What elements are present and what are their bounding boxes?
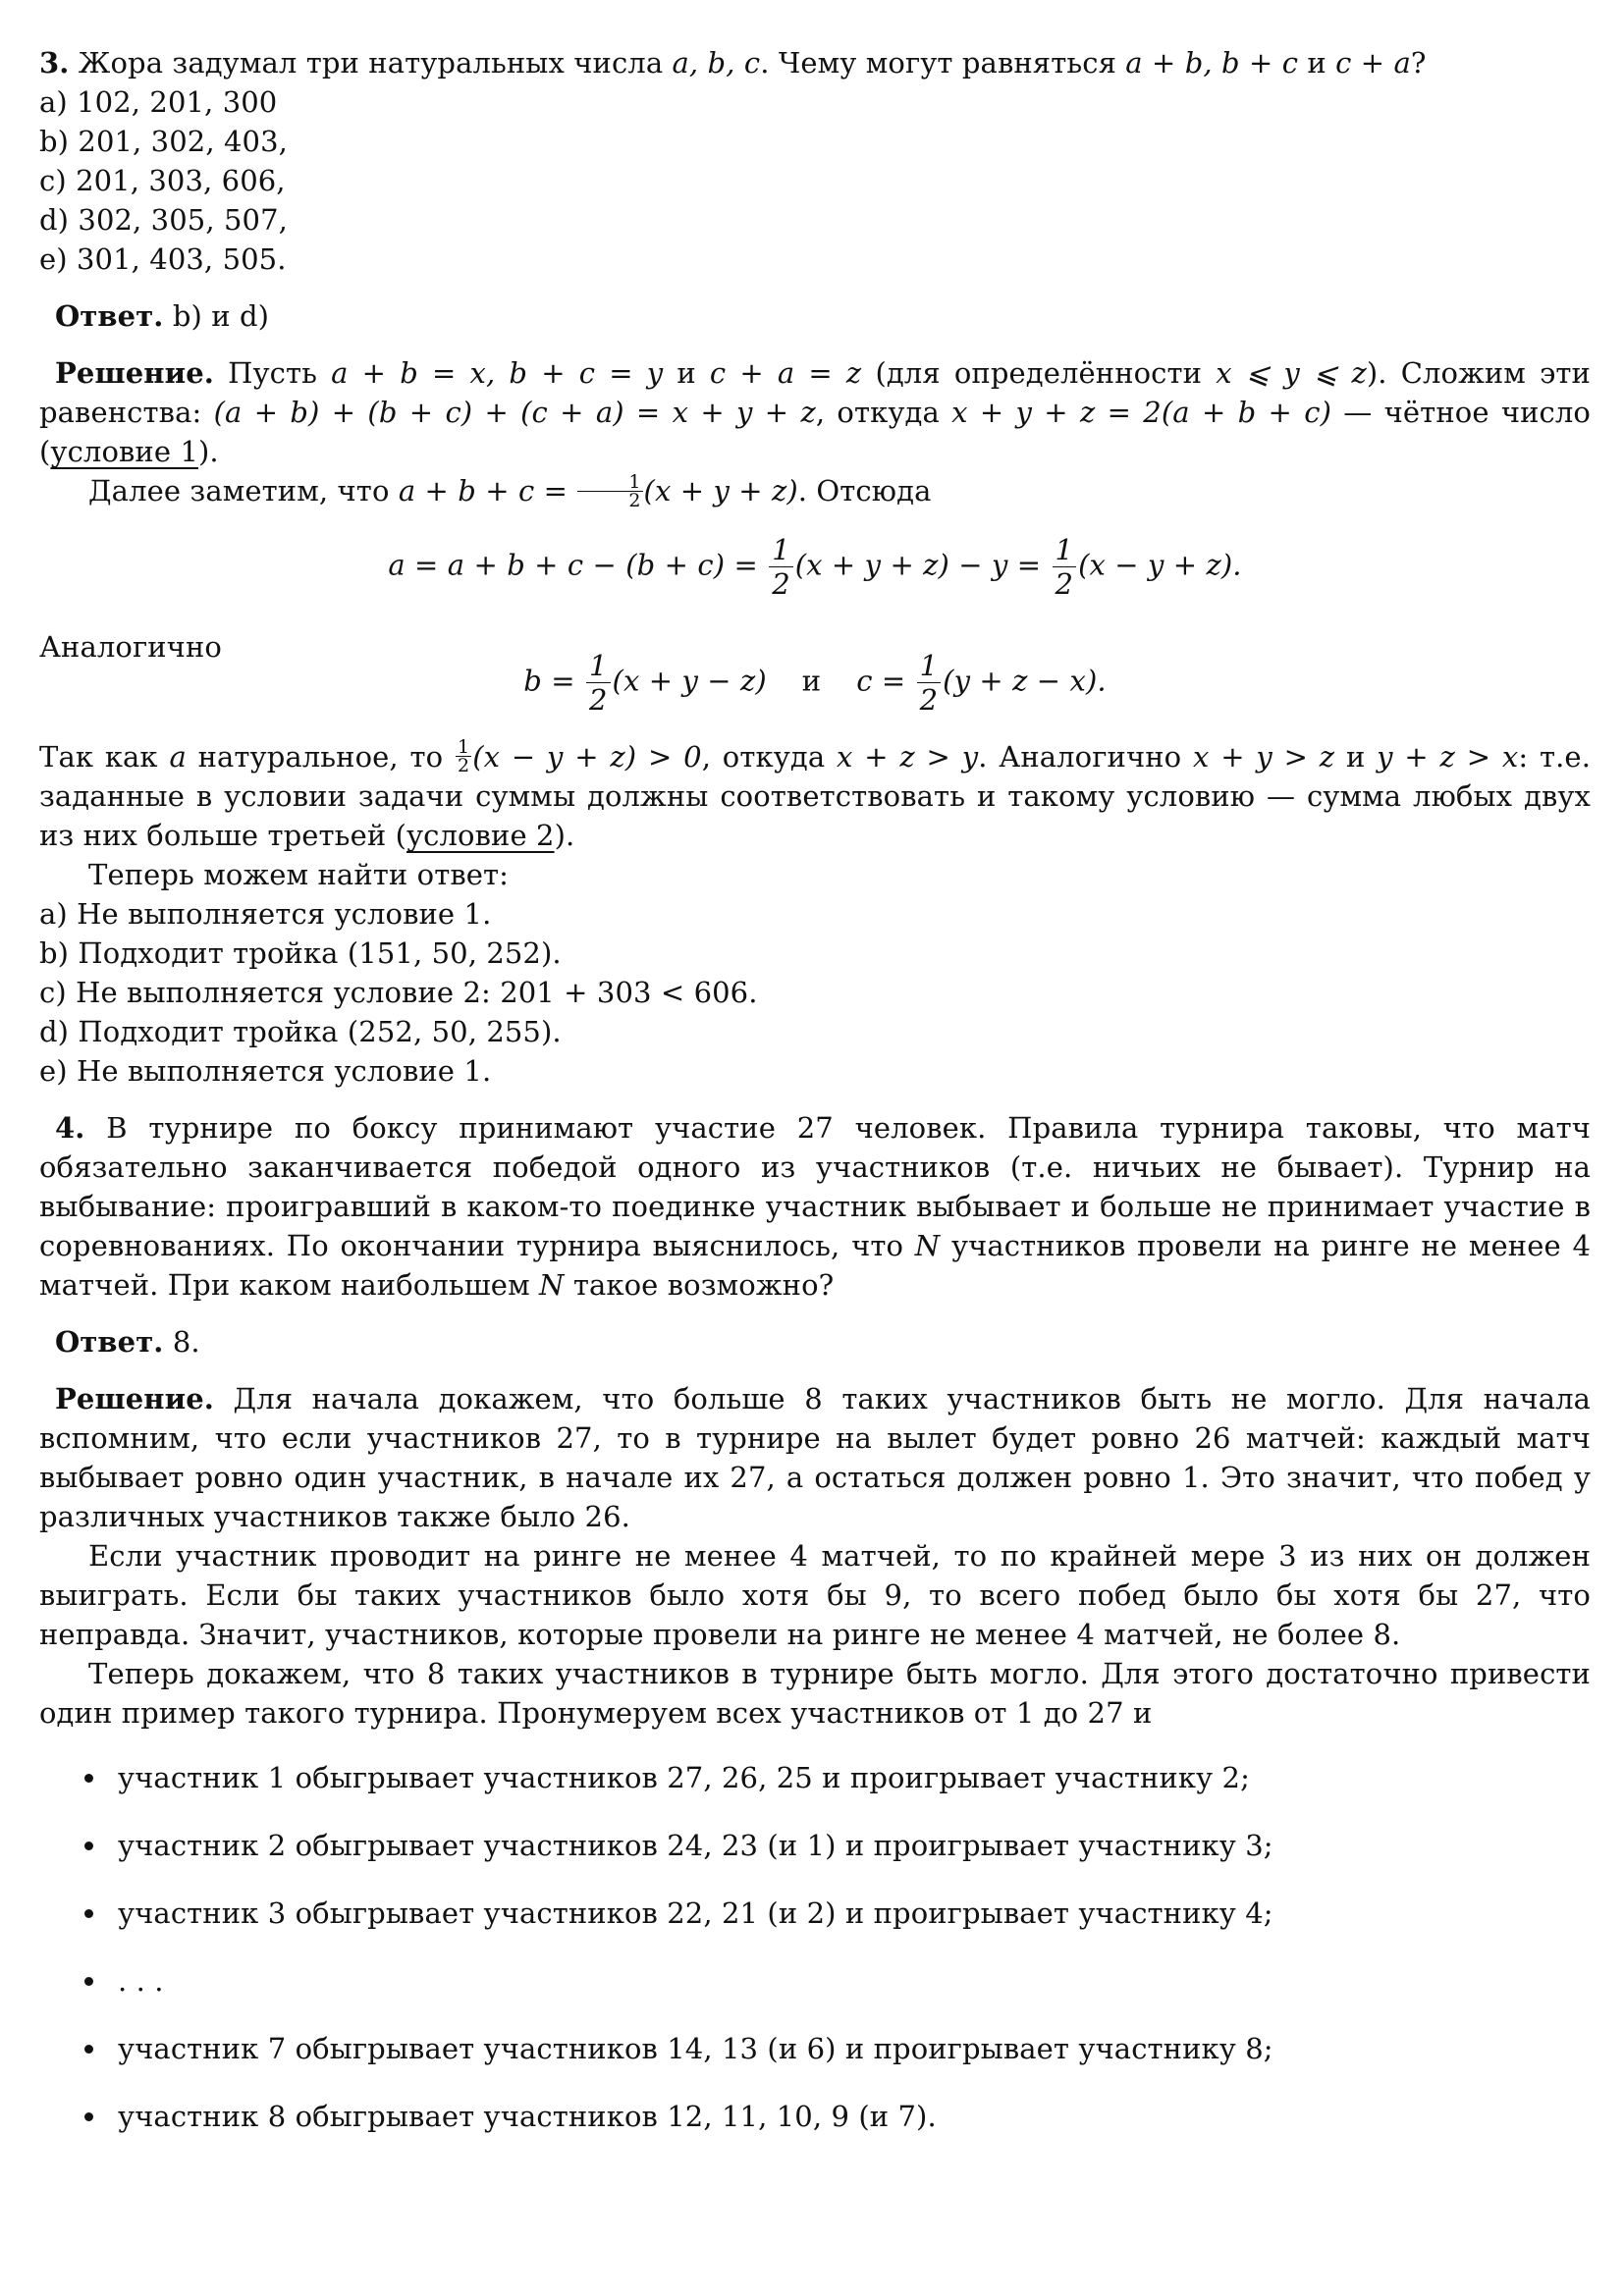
tournament-example-list: [39, 1758, 1591, 2136]
math-inline: x + y + z = 2(a + b + c): [951, 396, 1331, 429]
problem-number: 3.: [39, 46, 70, 80]
answer-text: 8.: [163, 1325, 200, 1359]
answer-label: Ответ.: [55, 299, 164, 333]
math-inline: a, b, c: [672, 46, 761, 80]
document-page: [39, 43, 1591, 2164]
math-inline: N: [914, 1229, 941, 1262]
list-item-text: участник 7 обыгрывает участников 14, 13 (и 6) и проигрывает участнику 8;: [118, 2032, 1273, 2065]
bullet-icon: [84, 2112, 93, 2121]
option-item: d) 302, 305, 507,: [39, 203, 288, 237]
fraction-denominator: 2: [458, 755, 470, 776]
fraction-half: [1053, 533, 1077, 601]
bullet-icon: [84, 1842, 93, 1850]
list-item-text: участник 1 обыгрывает участников 27, 26, 25 и проигрывает участнику 2;: [118, 1761, 1250, 1794]
statement-text: и: [1298, 46, 1336, 80]
fraction-numerator: 1: [769, 533, 793, 567]
solution-label: Решение.: [55, 356, 214, 390]
math-inline: (x + y + z): [643, 474, 798, 507]
fraction-denominator: 2: [1055, 566, 1074, 601]
option-item: b) 201, 302, 403,: [39, 125, 288, 158]
result-item: e) Не выполняется условие 1.: [39, 1054, 492, 1088]
solution-text: : т.е. заданные в условии задачи суммы должны соответствовать и такому условию — сумма любых двух из них больше третьей (: [39, 739, 1592, 852]
solution-text: и: [663, 356, 710, 390]
fraction-half: [456, 738, 471, 774]
math-display: (x + y − z): [612, 664, 767, 697]
fraction-numerator: 1: [1053, 533, 1077, 567]
fraction-half: [917, 649, 942, 717]
conjunction-text: и: [801, 664, 822, 697]
fraction-half: [769, 533, 793, 601]
condition-reference: условие 2: [406, 819, 555, 852]
math-inline: x ⩽ y ⩽ z: [1216, 356, 1367, 390]
list-item: [39, 1826, 1591, 1865]
solution-text: Пусть: [213, 356, 332, 390]
fraction-half: [577, 470, 642, 511]
solution-paragraph: [39, 737, 1591, 856]
math-inline: x + z > y: [837, 739, 979, 774]
statement-text: Жора задумал три натуральных числа: [69, 46, 673, 80]
solution-paragraph: Теперь докажем, что 8 таких участников в турнире быть могло. Для этого достаточно привести один пример такого турнира. Пронумеруем всех участников от 1 до 27 и: [39, 1657, 1591, 1730]
fraction-numerator: 1: [917, 649, 942, 683]
result-item: c) Не выполняется условие 2: 201 + 303 < 606.: [39, 976, 758, 1009]
solution-text: Далее заметим, что: [88, 474, 399, 507]
fraction-denominator: 2: [919, 682, 939, 717]
solution-text: и: [1334, 739, 1378, 774]
solution-text: . Отсюда: [797, 474, 932, 507]
solution-text: ).: [554, 819, 575, 852]
list-item: [39, 1961, 1591, 2001]
math-display: c =: [856, 664, 915, 697]
condition-reference: условие 1: [50, 435, 198, 468]
solution-text: ). Сложим эти равенства:: [39, 356, 1591, 429]
solution-text: , откуда: [701, 739, 837, 774]
option-item: c) 201, 303, 606,: [39, 164, 286, 197]
solution-text: ).: [198, 435, 219, 468]
solution-paragraph: [39, 353, 1591, 471]
solution-text: Так как: [39, 739, 170, 774]
list-item: [39, 1758, 1591, 1797]
solution-text: Для начала докажем, что больше 8 таких участников быть не могло. Для начала вспомним, что если участников 27, то в турнире на вылет будет ровно 26 матчей: каждый матч выбывает ровно один участник, в начале их 27, а остаться должен ровно 1. Это значит, что побед у различных участников также было 26.: [39, 1382, 1591, 1533]
fraction-numerator: 1: [577, 473, 642, 492]
solution-text: натуральное, то: [186, 739, 455, 774]
solution-text: , откуда: [815, 396, 952, 429]
math-inline: (x − y + z) > 0: [472, 739, 702, 774]
list-item-text: участник 8 обыгрывает участников 12, 11, 10, 9 (и 7).: [118, 2100, 937, 2133]
option-item: e) 301, 403, 505.: [39, 242, 287, 276]
math-display: b =: [523, 664, 584, 697]
math-display: (y + z − x).: [943, 664, 1107, 697]
math-inline: a: [169, 739, 187, 774]
statement-text: В турнире по боксу принимают участие 27 человек. Правила турнира таковы, что матч обязательно заканчивается победой одного из участников (т.е. ничьих не бывает). Турнир на выбывание: проигравший в каком-то поединке участник выбывает и больше не принимает участие в соревнованиях. По окончании турнира выяснилось, что: [39, 1111, 1591, 1262]
math-display: (x − y + z).: [1078, 548, 1242, 581]
fraction-denominator: 2: [772, 566, 790, 601]
statement-text: ?: [1410, 46, 1427, 80]
math-inline: c + a = z: [709, 356, 862, 390]
list-item: [39, 1894, 1591, 1933]
option-item: a) 102, 201, 300: [39, 85, 278, 119]
result-item: d) Подходит тройка (252, 50, 255).: [39, 1015, 562, 1048]
solution-text: — чётное число (: [39, 396, 1591, 468]
list-item-text: участник 3 обыгрывает участников 22, 21 (и 2) и проигрывает участнику 4;: [118, 1896, 1273, 1930]
fraction-denominator: 2: [588, 682, 608, 717]
solution-paragraph: [39, 471, 1591, 511]
list-item: [39, 2029, 1591, 2068]
result-item: a) Не выполняется условие 1.: [39, 897, 492, 931]
solution-label: Решение.: [55, 1382, 214, 1415]
list-item: [39, 2097, 1591, 2136]
solution-text: (для определённости: [861, 356, 1217, 390]
bullet-icon: [84, 1977, 93, 1986]
problem-number: 4.: [55, 1111, 85, 1145]
analog-label: Аналогично: [39, 629, 222, 664]
math-inline: x + y > z: [1192, 739, 1335, 774]
solution-paragraph: [39, 1379, 1591, 1536]
math-inline: c + a: [1335, 46, 1411, 80]
fraction-half: [586, 649, 611, 717]
math-inline: N: [539, 1268, 565, 1302]
fraction-numerator: 1: [458, 736, 470, 758]
statement-text: участников провели на ринге не менее 4 матчей. При каком наибольшем: [39, 1229, 1591, 1302]
fraction-denominator: 2: [628, 489, 641, 511]
bullet-icon: [84, 1909, 93, 1918]
answer-line: [39, 1322, 1591, 1362]
bullet-icon: [84, 1774, 93, 1783]
answer-line: [39, 296, 1591, 336]
list-item-text: . . .: [118, 1964, 164, 1998]
math-inline: y + z > x: [1377, 739, 1519, 774]
solution-paragraph: Если участник проводит на ринге не менее 4 матчей, то по крайней мере 3 из них он должен выиграть. Если бы таких участников было хотя бы 9, то всего побед было бы хотя бы 27, что неправда. Значит, участников, которые провели на ринге не менее 4 матчей, не более 8.: [39, 1539, 1591, 1651]
result-item: b) Подходит тройка (151, 50, 252).: [39, 936, 562, 970]
math-display: (x + y + z) − y =: [794, 548, 1051, 581]
bullet-icon: [84, 2045, 93, 2054]
math-inline: (a + b) + (b + c) + (c + a) = x + y + z: [213, 396, 816, 429]
list-item-text: участник 2 обыгрывает участников 24, 23 (и 1) и проигрывает участнику 3;: [118, 1829, 1273, 1862]
solution-paragraph: Теперь можем найти ответ:: [88, 858, 510, 891]
display-equation-2: [39, 649, 1591, 729]
answer-text: b) и d): [163, 299, 270, 333]
problem-4-statement: [39, 1108, 1591, 1305]
math-display: a = a + b + c − (b + c) =: [388, 548, 768, 581]
statement-text: такое возможно?: [564, 1268, 835, 1302]
math-inline: a + b + c =: [398, 474, 577, 507]
answer-label: Ответ.: [55, 1325, 164, 1359]
solution-text: . Аналогично: [978, 739, 1193, 774]
math-inline: a + b, b + c: [1125, 46, 1299, 80]
statement-text: . Чему могут равняться: [760, 46, 1126, 80]
math-inline: a + b = x, b + c = y: [331, 356, 664, 390]
display-equation-1: [39, 533, 1591, 614]
problem-3-statement: [39, 43, 1591, 82]
fraction-numerator: 1: [586, 649, 611, 683]
